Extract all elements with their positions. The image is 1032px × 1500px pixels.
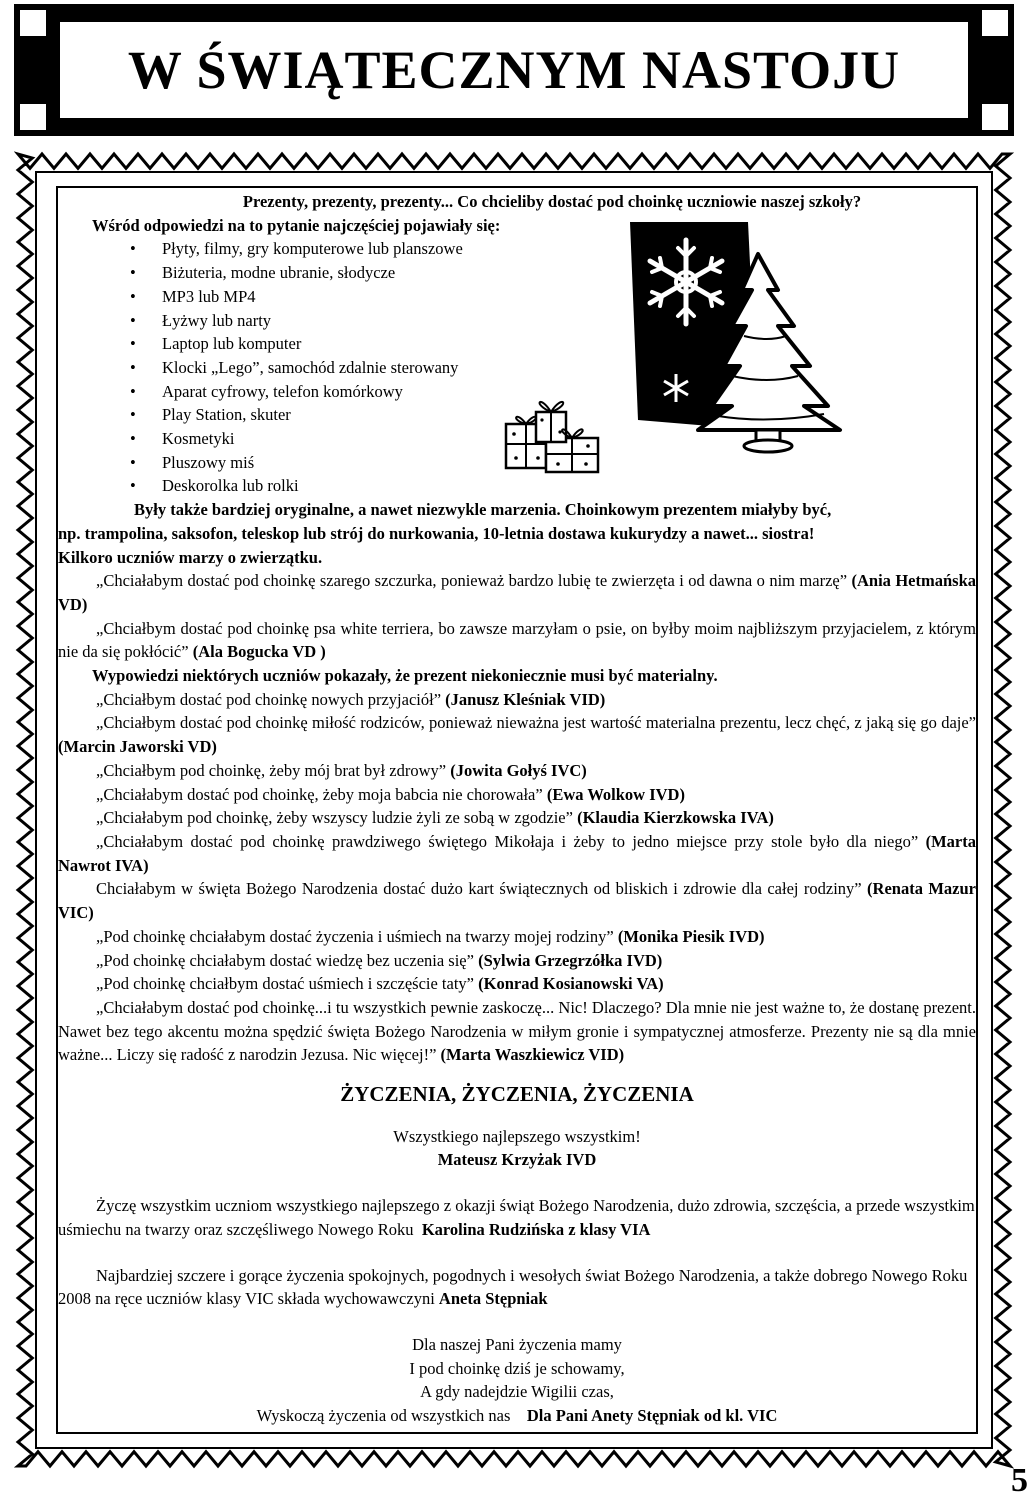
quote-author: (Janusz Kleśniak VID) (445, 689, 606, 709)
quote-text: „Chciałabym dostać pod choinkę...i tu wszystkich pewnie zaskoczę... Nic! Dlaczego? Dla mnie nie jest ważne to, że dostanę prezent. Nawet bez tego akcentu można spędzić święta Bożego Narodzenia w miłym gronie i sympatycznej atmosferze. Prezenty nie są dla mnie ważne... Liczy się radość z narodzin Jezusa. Nic więcej!” (58, 997, 976, 1065)
wishes-heading: ŻYCZENIA, ŻYCZENIA, ŻYCZENIA (340, 1082, 694, 1107)
wish-2-author: Karolina Rudzińska z klasy VIA (421, 1219, 651, 1239)
wish-2 (58, 1194, 976, 1241)
quote (58, 688, 976, 712)
intro-answers-lead: Wśród odpowiedzi na to pytanie najczęściej pojawiały się: (92, 215, 501, 235)
original-line-1: Były także bardziej oryginalne, a nawet niezwykle marzenia. Choinkowym prezentem miałyby być, (134, 500, 832, 520)
quote-text: „Chciałbym dostać pod choinkę psa white terriera, bo zawsze marzyłam o psie, on byłby moim najbliższym przyjacielem, z którym nie da się pokłócić” (58, 618, 976, 662)
wish-1-text: Wszystkiego najlepszego wszystkim! (393, 1126, 641, 1146)
non-material-intro: Wypowiedzi niektórych uczniów pokazały, że prezent niekoniecznie musi być materialny. (92, 666, 718, 686)
article-body (58, 190, 976, 1428)
quote (58, 569, 976, 616)
quote (58, 949, 976, 973)
quote-author: (Monika Piesik IVD) (617, 926, 765, 946)
intro-question: Prezenty, prezenty, prezenty... Co chcieliby dostać pod choinkę uczniowie naszej szkoły? (242, 192, 862, 211)
gift-list-item: • Pluszowy miś (58, 451, 976, 475)
quote-author: (Sylwia Grzegrzółka IVD) (478, 950, 663, 970)
original-line-3: Kilkoro uczniów marzy o zwierzątku. (58, 547, 323, 567)
poem-line: A gdy nadejdzie Wigilii czas, (420, 1382, 614, 1402)
wish-3-author: Aneta Stępniak (438, 1289, 548, 1309)
poem (58, 1333, 976, 1428)
quote-text: „Chciałabym dostać pod choinkę szarego szczurka, ponieważ bardzo lubię te zwierzęta i od dawna o nim marzę” (96, 571, 848, 591)
poem-author: Dla Pani Anety Stępniak od kl. VIC (526, 1406, 778, 1426)
poem-line: I pod choinkę dziś je schowamy, (409, 1358, 625, 1378)
quote (58, 783, 976, 807)
quote-author: (Marta Nawrot IVA) (58, 831, 976, 875)
quote-text: „Chciałabym pod choinkę, żeby wszyscy ludzie żyli ze sobą w zgodzie” (96, 808, 573, 828)
quote-author: (Marcin Jaworski VD) (58, 737, 217, 757)
quotes-other (58, 688, 976, 1067)
gift-list-item: • Biżuteria, modne ubranie, słodycze (58, 261, 976, 285)
quote-author: (Renata Mazur VIC) (58, 879, 977, 923)
poem-line: Dla naszej Pani życzenia mamy (412, 1334, 622, 1354)
quote-text: „Chciałbym dostać pod choinkę nowych przyjaciół” (96, 689, 442, 709)
banner-inner (60, 22, 968, 118)
quote-author: (Konrad Kosianowski VA) (478, 974, 664, 994)
quote (58, 830, 976, 877)
poem-last-line (58, 1404, 976, 1428)
poem-line: Wyskoczą życzenia od wszystkich nas (256, 1406, 511, 1426)
quote (58, 972, 976, 996)
wish-3-text: Najbardziej szczere i gorące życzenia spokojnych, pogodnych i wesołych świat Bożego Narodzenia, a także dobrego Nowego Roku 2008 na ręce uczniów klasy VIC składa wychowawczyni (58, 1265, 968, 1309)
wish-2-text: Życzę wszystkim uczniom wszystkiego najlepszego z okazji świąt Bożego Narodzenia, dużo zdrowia, szczęścia, a przede wszystkim uśmiechu na twarzy oraz szczęśliwego Nowego Roku (58, 1196, 975, 1239)
quote (58, 759, 976, 783)
quote-text: „Pod choinkę chciałabym dostać życzenia i uśmiech na twarzy mojej rodziny” (96, 926, 614, 946)
gift-list-item: • Płyty, filmy, gry komputerowe lub planszowe (58, 237, 976, 261)
quote-text: „Chciałabym dostać pod choinkę prawdziwego świętego Mikołaja i żeby to jedno miejsce przy stole było dla niego” (96, 831, 919, 851)
quotes-animals (58, 569, 976, 664)
gift-list-item: • Play Station, skuter (58, 403, 976, 427)
quote-text: „Pod choinkę chciałbym dostać uśmiech i szczęście taty” (96, 974, 474, 994)
quote-author: (Ala Bogucka VD ) (192, 642, 326, 662)
quote-author: (Klaudia Kierzkowska IVA) (577, 808, 774, 828)
gift-list-item: • Laptop lub komputer (58, 332, 976, 356)
banner-corner-square (982, 10, 1008, 36)
quote (58, 711, 976, 758)
quote-text: „Chciałbym pod choinkę, żeby mój brat był zdrowy” (96, 760, 447, 780)
gift-list (58, 237, 976, 498)
original-line-2: np. trampolina, saksofon, teleskop lub strój do nurkowania, 10-letnia dostawa kukurydzy a nawet... siostra! (58, 523, 815, 543)
quote (58, 996, 976, 1067)
gift-list-item: • Łyżwy lub narty (58, 309, 976, 333)
gift-list-item: • Klocki „Lego”, samochód zdalnie sterowany (58, 356, 976, 380)
gift-list-item: • MP3 lub MP4 (58, 285, 976, 309)
quote (58, 877, 976, 924)
quote-text: Chciałabym w święta Bożego Narodzenia dostać dużo kart świątecznych od bliskich i zdrowie dla całej rodziny” (96, 879, 862, 899)
banner-corner-square (20, 104, 46, 130)
banner-corner-square (20, 10, 46, 36)
header-banner (14, 4, 1014, 136)
gift-list-item: • Deskorolka lub rolki (58, 474, 976, 498)
quote-text: „Pod choinkę chciałabym dostać wiedzę bez uczenia się” (96, 950, 474, 970)
quote (58, 617, 976, 664)
quote-author: (Jowita Gołyś IVC) (450, 760, 587, 780)
page-number: 5 (1011, 1462, 1028, 1499)
quote-author: (Ewa Wolkow IVD) (546, 784, 685, 804)
wish-3 (58, 1264, 976, 1311)
quote (58, 806, 976, 830)
wish-1-author: Mateusz Krzyżak IVD (437, 1150, 597, 1170)
quote-author: (Ania Hetmańska VD) (58, 571, 976, 614)
gift-list-item: • Aparat cyfrowy, telefon komórkowy (58, 380, 976, 404)
page-title: W ŚWIĄTECZNYM NASTOJU (127, 40, 901, 100)
quote-author: (Marta Waszkiewicz VID) (440, 1045, 625, 1065)
gift-list-item: • Kosmetyki (58, 427, 976, 451)
quote (58, 925, 976, 949)
quote-text: „Chciałbym dostać pod choinkę miłość rodziców, ponieważ nieważna jest wartość materialna prezentu, lecz chęć, z jaką się go daje” (96, 713, 976, 733)
banner-corner-square (982, 104, 1008, 130)
quote-text: „Chciałabym dostać pod choinkę, żeby moja babcia nie chorowała” (96, 784, 543, 804)
